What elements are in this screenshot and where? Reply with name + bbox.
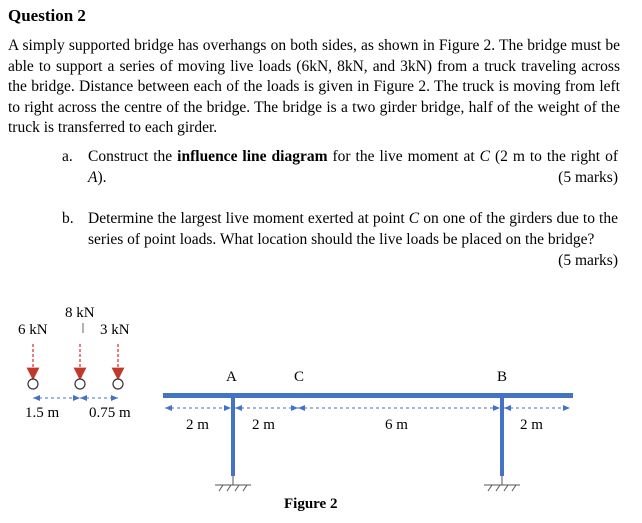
span-label-2: 2 m [252,417,275,433]
figure-caption: Figure 2 [284,496,338,512]
load-point-6kn [28,379,38,389]
span-label-1: 2 m [186,417,209,433]
part-a-label: a. [62,148,73,165]
part-b-text: Determine the largest live moment exerted at point C on one of the girders due to the series of point loads. What location should the live loads be placed on the bridge? [88,210,618,248]
question-paragraph: A simply supported bridge has overhangs on both sides, as shown in Figure 2. The bridge must be able to support a series of moving live loads (6kN, 8kN, and 3kN) from a truck traveling across the bridge. Distance between each of the loads is given in Figure 2. The truck is moving from left to right across the centre of the bridge. The bridge is a two girder bridge, half of the weight of the truck is transferred to each girder. [8,37,620,136]
span-label-3: 6 m [385,417,408,433]
spacing-label-2: 0.75 m [89,405,131,421]
load-point-8kn [75,379,85,389]
question-title: Question 2 [8,6,86,25]
ground-a [215,476,251,491]
point-b-label: B [497,369,508,385]
ground-b [484,476,520,491]
load-point-3kn [113,379,123,389]
load-label-3kn: 3 kN [100,322,130,338]
pier-a [231,398,235,476]
bridge-deck [163,393,573,398]
load-label-6kn: 6 kN [18,322,48,338]
point-a-label: A [226,369,237,385]
span-label-4: 2 m [520,417,543,433]
part-b-marks: (5 marks) [558,252,618,269]
spacing-label-1: 1.5 m [25,405,60,421]
load-label-8kn: 8 kN [65,305,95,321]
pier-b [500,398,504,476]
part-a-text: Construct the influence line diagram for the live moment at C (2 m to the right of A). [88,148,618,186]
part-b-label: b. [62,210,74,227]
point-c-label: C [294,369,305,385]
part-a-marks: (5 marks) [558,169,618,186]
